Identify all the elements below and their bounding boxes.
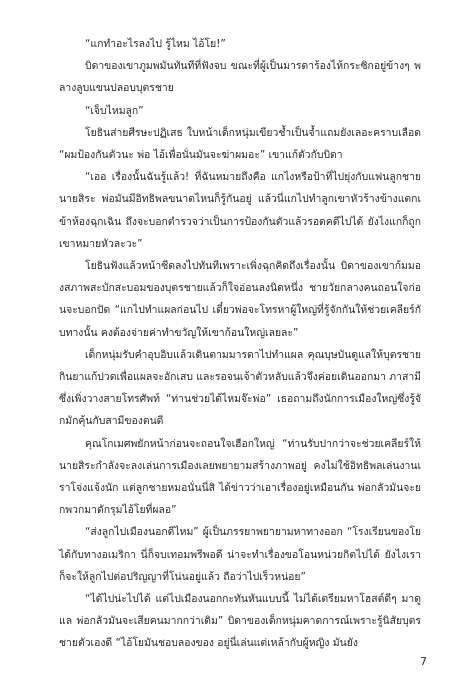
body-text	[59, 33, 421, 655]
paragraph-1: “แกทำอะไรลงไป รู้ไหม ไอ้โย!”	[85, 38, 226, 50]
paragraph-9: “ส่งลูกไปเมืองนอกดีไหม” ผู้เป็นภรรยาพยายามหาทางออก “โรงเรียนของโยได้กับทางอเมริกา นี่ก็จบเทอมพรีพอดี น่าจะทำเรื่องขอโอนหน่วยกิตไปได้ ยังไงเราก็จะให้ลูกไปต่อปริญญาที่โน่นอยู่แล้ว ถือว่าไปเร็วหน่อย”	[59, 526, 421, 583]
page-number: 7	[420, 655, 427, 668]
paragraph-10: “ได้ไปน่ะไปได้ แต่ไปเมืองนอกกะทันหันแบบนี้ ไม่ได้เตรียมหาโฮสต์ดีๆ มาดูแล พ่อกลัวมันจะเสียคนมากกว่าเดิม” บิดาของเด็กหนุ่มคาดการณ์เพราะรู้นิสัยบุตรชายตัวเองดี “ไอ้โยมันชอบลองของ อยู่นี่เล่นแต่เหล้ากับผู้หญิง มันยัง	[59, 593, 421, 650]
paragraph-8: คุณโกเมศพยักหน้าก่อนจะถอนใจเฮือกใหญ่ “ท่านรับปากว่าจะช่วยเคลียร์ให้ นายสิระกำลังจะลงเล่นการเมืองเลยพยายามสร้างภาพอยู่ คงไม่ใช้อิทธิพลเล่นงานเราโจ่งแจ้งนัก แต่ลูกชายหมอนั่นนี่สิ ได้ข่าวว่าเอาเรื่องอยู่เหมือนกัน พ่อกลัวมันจะยกพวกมาดักรุมไอ้โยที่ผลอ”	[59, 437, 421, 517]
paragraph-4: โยธินส่ายศีรษะปฏิเสธ ใบหน้าเด็กหนุ่มเขียวช้ำเป็นจ้ำแถมยังเลอะคราบเลือด “ผมป้องกันตัวนะ พ่อ ไอ้เพื่อนั่นมันจะฆ่าผมอะ” เขาแก้ตัวกับบิดา	[59, 126, 421, 162]
paragraph-6: โยธินฟังแล้วหน้าซีดลงไปทันทีเพราะเพิ่งฉุกคิดถึงเรื่องนั้น บิดาของเขาก้มมองสภาพสะบักสะบอมของบุตรชายแล้วก็ใจอ่อนลงนิดหนึ่ง ชายวัยกลางคนถอนใจก่อนจะบอกปัด “แกไปทำแผลก่อนไป เดี๋ยวพ่อจะโทรหาผู้ใหญ่ที่รู้จักกันให้ช่วยเคลียร์กับทางนั้น คงต้องจ่ายค่าทำขวัญให้เขาก้อนใหญ่เลยละ”	[59, 260, 421, 339]
paragraph-2: บิดาของเขาภูมพมันทันทีที่ฟังจบ ขณะที่ผู้เป็นมารดาร้องไห้กระซิกอยู่ข้างๆ พลางลูบแขนปลอบบุตรชาย	[59, 60, 421, 95]
paragraph-3: “เจ็บไหมลูก”	[85, 104, 144, 117]
paragraph-5: “เออ เรื่องนั้นฉันรู้แล้ว! ที่ฉันหมายถึงคือ แกไงหรือป้าที่ไปยุ่งกับแฟนลูกชายนายสิระ พ่อมันมีอิทธิพลขนาดไหนก็รู้กันอยู่ แล้วนี่แกไปทำลูกเขาหัวร้างข้างแตกเข้าห้องฉุกเฉิน ถึงจะบอกตำรวจว่าเป็นการป้องกันตัวแล้วรอดคดีไปได้ ยังไงแกก็ถูกเขาหมายหัวละวะ”	[59, 171, 421, 250]
paragraph-7: เด็กหนุ่มรับคำอุบอิบแล้วเดินตามมารดาไปทำแผล คุณบุษบันดูแลให้บุตรชายกินยาแก้ปวดเพื่อแผลจะอักเสบ และรอจนเจ้าตัวหลับแล้วจึงค่อยเดินออกมา ภาสามีซึ่งเพิ่งวางสายโทรศัพท์ “ท่านช่วยได้ไหมจ๊ะพ่อ” เธอถามถึงนักการเมืองใหญ่ซึ่งรู้จักมักคุ้นกับสามีของตนดี	[59, 348, 422, 428]
